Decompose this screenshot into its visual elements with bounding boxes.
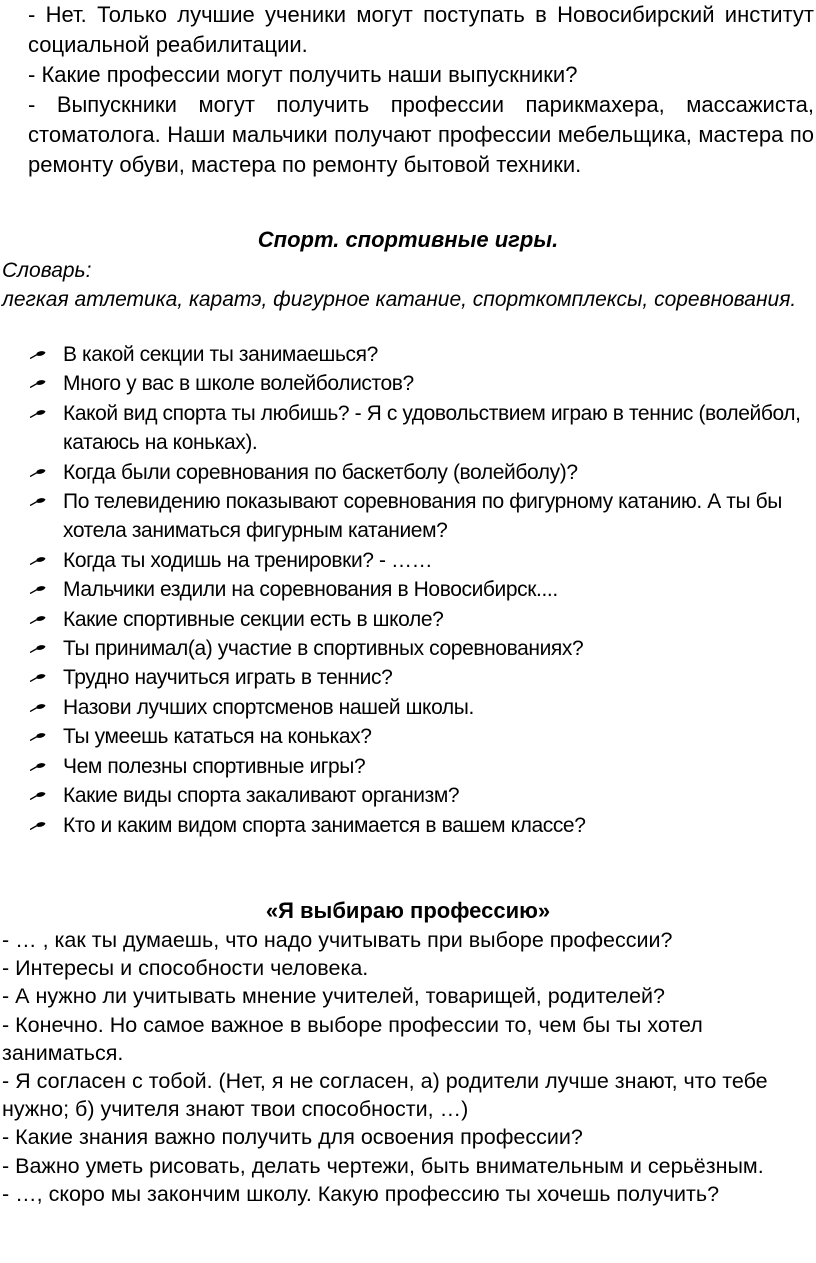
question-text: Много у вас в школе волейболистов? <box>63 372 414 396</box>
feather-arrow-icon <box>30 379 46 389</box>
profession-section-title: «Я выбираю профессию» <box>265 898 551 923</box>
feather-arrow-icon <box>30 762 46 772</box>
feather-arrow-icon <box>30 556 46 566</box>
vocabulary-block <box>2 256 802 314</box>
question-text: Какие спортивные секции есть в школе? <box>63 607 444 631</box>
list-item <box>30 811 816 840</box>
list-item <box>30 546 816 575</box>
question-text: Кто и каким видом спорта занимается в вашем классе? <box>63 813 586 837</box>
sport-section-title: Спорт. спортивные игры. <box>257 227 559 252</box>
intro-line: - Выпускники могут получить профессии парикмахера, массажиста, стоматолога. Наши мальчики получают профессии мебельщика, мастера по ремонту обуви, мастера по ремонту бытовой техники. <box>28 92 814 177</box>
question-text: Когда ты ходишь на тренировки? - …… <box>63 548 433 572</box>
list-item <box>30 781 816 810</box>
feather-arrow-icon <box>30 497 46 507</box>
question-text: Мальчики ездили на соревнования в Новосибирск.... <box>63 578 558 602</box>
feather-arrow-icon <box>30 615 46 625</box>
question-text: По телевидению показывают соревнования по фигурному катанию. А ты бы хотела заниматься фигурным катанием? <box>63 490 782 543</box>
dialogue-line: - Какие знания важно получить для освоения профессии? <box>2 1125 583 1150</box>
feather-arrow-icon <box>30 644 46 654</box>
list-item <box>30 399 816 458</box>
feather-arrow-icon <box>30 791 46 801</box>
vocabulary-label: Словарь: <box>2 259 92 282</box>
list-item <box>30 575 816 604</box>
feather-arrow-icon <box>30 821 46 831</box>
question-text: Назови лучших спортсменов нашей школы. <box>63 695 474 719</box>
dialogue-line: - Я согласен с тобой. (Нет, я не согласен, а) родители лучше знают, что тебе нужно; б) учителя знают твои способности, …) <box>2 1069 768 1122</box>
list-item <box>30 605 816 634</box>
question-text: Трудно научиться играть в теннис? <box>63 666 393 690</box>
dialogue-line: - Конечно. Но самое важное в выборе профессии то, чем бы ты хотел заниматься. <box>2 1012 703 1065</box>
list-item <box>30 458 816 487</box>
list-item <box>30 369 816 398</box>
list-item <box>30 693 816 722</box>
feather-arrow-icon <box>30 409 46 419</box>
feather-arrow-icon <box>30 585 46 595</box>
dialogue-line: - А нужно ли учитывать мнение учителей, товарищей, родителей? <box>2 984 666 1009</box>
list-item <box>30 340 816 369</box>
list-item <box>30 752 816 781</box>
dialogue-line: - Интересы и способности человека. <box>2 956 369 981</box>
question-text: Какие виды спорта закаливают организм? <box>63 784 460 808</box>
dialogue-line: - …, скоро мы закончим школу. Какую профессию ты хочешь получить? <box>2 1181 720 1206</box>
question-text: Ты принимал(а) участие в спортивных соревнованиях? <box>63 637 584 661</box>
profession-dialogue <box>2 926 812 1208</box>
sport-questions-list <box>30 340 816 840</box>
question-text: Какой вид спорта ты любишь? - Я с удовольствием играю в теннис (волейбол, катаюсь на коньках). <box>63 401 801 455</box>
feather-arrow-icon <box>30 350 46 360</box>
dialogue-line: - … , как ты думаешь, что надо учитывать при выборе профессии? <box>2 928 673 952</box>
list-item <box>30 487 816 546</box>
list-item <box>30 663 816 692</box>
question-text: Когда были соревнования по баскетболу (волейболу)? <box>63 460 578 484</box>
dialogue-line: - Важно уметь рисовать, делать чертежи, быть внимательным и серьёзным. <box>2 1153 764 1178</box>
list-item <box>30 722 816 751</box>
question-text: Чем полезны спортивные игры? <box>63 754 366 778</box>
intro-line: - Какие профессии могут получить наши выпускники? <box>28 62 578 87</box>
feather-arrow-icon <box>30 703 46 713</box>
vocabulary-words: легкая атлетика, каратэ, фигурное катание, спорткомплексы, соревнования. <box>2 288 797 311</box>
feather-arrow-icon <box>30 673 46 683</box>
intro-dialogue <box>28 0 814 180</box>
question-text: Ты умеешь кататься на коньках? <box>63 725 372 749</box>
list-item <box>30 634 816 663</box>
feather-arrow-icon <box>30 468 46 478</box>
intro-line: - Нет. Только лучшие ученики могут поступать в Новосибирский институт социальной реабилитации. <box>28 2 814 57</box>
question-text: В какой секции ты занимаешься? <box>63 343 378 366</box>
feather-arrow-icon <box>30 732 46 742</box>
